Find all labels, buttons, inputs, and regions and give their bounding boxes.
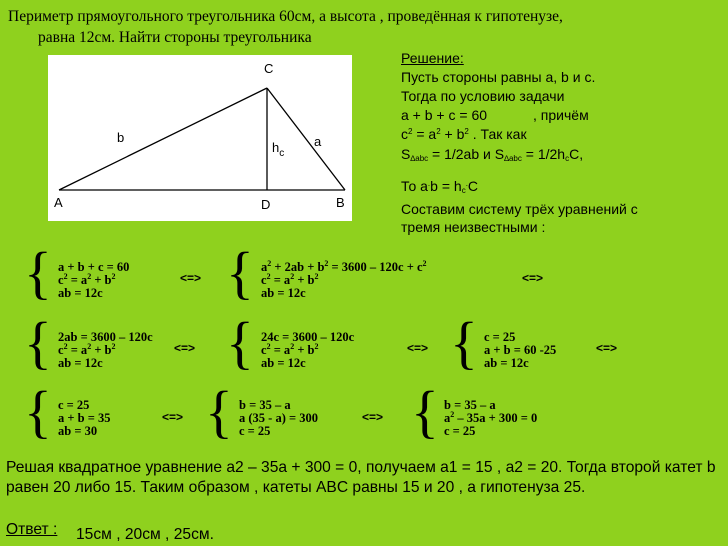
height-hc-label: $h_c$ bbox=[272, 140, 285, 159]
system-1-eq-1: a + b + c = 60 bbox=[58, 260, 130, 274]
equiv-5: <=> bbox=[596, 341, 618, 355]
system-8-eq-2: $a^2 - 35a + 300 = 0$ bbox=[444, 410, 538, 425]
side-a-label: a bbox=[314, 134, 322, 149]
equiv-7: <=> bbox=[362, 410, 384, 424]
triangle-diagram bbox=[48, 55, 352, 221]
system-7-eq-3: c = 25 bbox=[239, 424, 271, 438]
solution-line-2: Тогда по условию задачи bbox=[401, 88, 565, 104]
system-3-eq-1: 2ab = 3600 – 120c bbox=[58, 330, 153, 344]
system-6-eq-1: c = 25 bbox=[58, 398, 90, 412]
problem-line-1: Периметр прямоугольного треугольника 60см, а высота , проведённая к гипотенузе, bbox=[8, 8, 563, 25]
solution-line-7: Составим систему трёх уравнений с bbox=[401, 201, 638, 217]
system-4-brace: { bbox=[226, 310, 254, 375]
problem-line-2: равна 12см. Найти стороны треугольника bbox=[38, 29, 312, 46]
system-5-eq-2: a + b = 60 -25 bbox=[484, 343, 557, 357]
system-4-eq-1: 24c = 3600 – 120c bbox=[261, 330, 355, 344]
system-1-eq-2: $c^2 = a^2 + b^2$ bbox=[58, 272, 116, 287]
equiv-4: <=> bbox=[407, 341, 429, 355]
solution-line-3: a + b + c = 60 , причём bbox=[401, 107, 589, 123]
answer-value: 15см , 20см , 25см. bbox=[76, 526, 214, 543]
point-d-label: D bbox=[261, 197, 271, 212]
equiv-2: <=> bbox=[522, 271, 544, 285]
system-6-eq-3: ab = 30 bbox=[58, 424, 98, 438]
system-3-brace: { bbox=[24, 310, 52, 375]
solution-line-4: $c^2 = a^2 + b^2$ . Так как bbox=[401, 126, 527, 142]
vertex-c-label: C bbox=[264, 61, 274, 76]
system-4-eq-2: $c^2 = a^2 + b^2$ bbox=[261, 342, 319, 357]
system-7-brace: { bbox=[205, 379, 233, 444]
solution-line-8: тремя неизвестными : bbox=[401, 219, 546, 235]
system-2-eq-3: ab = 12c bbox=[261, 286, 306, 300]
side-a-line bbox=[267, 88, 345, 190]
system-1-eq-3: ab = 12c bbox=[58, 286, 103, 300]
side-b-line bbox=[59, 88, 267, 190]
system-1-brace: { bbox=[24, 240, 52, 305]
system-8-brace: { bbox=[411, 379, 439, 444]
system-5-eq-3: ab = 12c bbox=[484, 356, 529, 370]
system-8-eq-3: c = 25 bbox=[444, 424, 476, 438]
system-2-eq-2: $c^2 = a^2 + b^2$ bbox=[261, 272, 319, 287]
system-3-eq-3: ab = 12c bbox=[58, 356, 103, 370]
equiv-6: <=> bbox=[162, 410, 184, 424]
solution-line-1: Пусть стороны равны a, b и с. bbox=[401, 69, 596, 85]
equiv-3: <=> bbox=[174, 341, 196, 355]
answer-label: Ответ : bbox=[6, 521, 58, 538]
system-8-eq-1: b = 35 – a bbox=[444, 398, 496, 412]
system-5-eq-1: c = 25 bbox=[484, 330, 516, 344]
side-b-label: b bbox=[117, 130, 125, 145]
system-4-eq-3: ab = 12c bbox=[261, 356, 306, 370]
system-2-brace: { bbox=[226, 240, 254, 305]
equiv-1: <=> bbox=[180, 271, 202, 285]
solution-line-6: То $a^.b = h_c^.C$ bbox=[401, 178, 479, 195]
system-6-eq-2: a + b = 35 bbox=[58, 411, 111, 425]
system-6-brace: { bbox=[24, 379, 52, 444]
vertex-a-label: A bbox=[54, 195, 63, 210]
conclusion-text: Решая квадратное уравнение a2 – 35a + 300 = 0, получаем a1 = 15 , a2 = 20. Тогда второй катет b равен 20 либо 15. Таким образом , катеты ABC равны 15 и 20 , а гипотенуза 25. bbox=[6, 459, 716, 496]
system-7-eq-1: b = 35 – a bbox=[239, 398, 291, 412]
solution-heading: Решение: bbox=[401, 50, 464, 66]
triangle-figure bbox=[48, 55, 352, 221]
vertex-b-label: B bbox=[336, 195, 345, 210]
solution-line-5: $S_{\Delta abc} = 1/2ab$ и $S_{\Delta abc} = 1/2h_cC$, bbox=[401, 146, 584, 163]
system-3-eq-2: $c^2 = a^2 + b^2$ bbox=[58, 342, 116, 357]
system-5-brace: { bbox=[450, 310, 478, 375]
system-7-eq-2: a (35 - a) = 300 bbox=[239, 411, 318, 425]
system-2-eq-1: $a^2 + 2ab + b^2 = 3600 - 120c + c^2$ bbox=[261, 259, 427, 274]
